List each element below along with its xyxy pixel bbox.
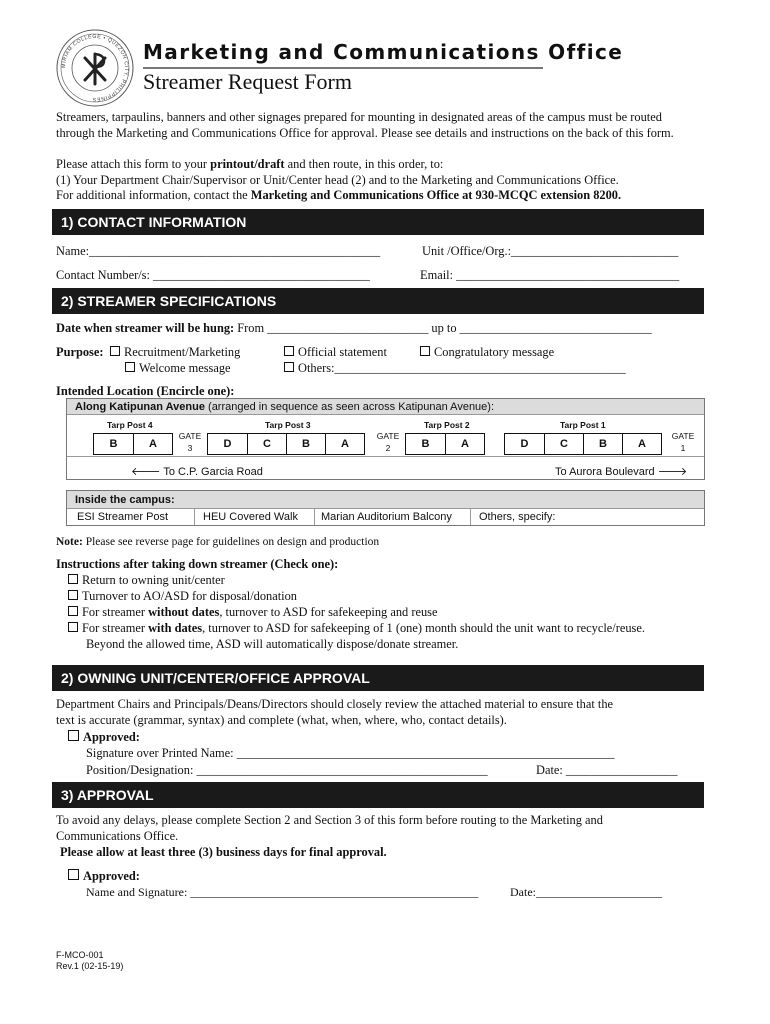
checkbox-icon xyxy=(420,346,430,356)
direction-cp-garcia: 🡐 To C.P. Garcia Road xyxy=(131,466,263,478)
section-approval-heading: 3) APPROVAL xyxy=(52,782,704,808)
hang-date-field[interactable]: Date when streamer will be hung: From __________________________ up to _______________________________ xyxy=(56,321,652,335)
tarp-post-4-label: Tarp Post 4 xyxy=(107,420,153,430)
approval-instruction-1: To avoid any delays, please complete Section 2 and Section 3 of this form before routing to the Marketing and xyxy=(56,813,603,827)
row-divider xyxy=(67,456,704,457)
tarp3-slot-d[interactable]: D xyxy=(207,433,248,455)
college-seal-logo xyxy=(55,28,135,108)
design-note: Note: Please see reverse page for guidelines on design and production xyxy=(56,536,380,548)
instructions-label: Instructions after taking down streamer (Check one): xyxy=(56,557,339,571)
tarp1-slot-c[interactable]: C xyxy=(544,433,584,455)
direction-aurora: To Aurora Boulevard 🡒 xyxy=(555,466,688,478)
purpose-others-checkbox[interactable]: Others:_______________________________________________ xyxy=(284,360,626,376)
attach-instruction: Please attach this form to your printout/draft and then route, in this order, to: xyxy=(56,157,444,171)
loc-esi-streamer-post[interactable]: ESI Streamer Post xyxy=(67,509,195,525)
gate-1[interactable]: GATE 1 xyxy=(671,431,695,453)
section-contact-heading: 1) CONTACT INFORMATION xyxy=(52,209,704,235)
owning-instruction-1: Department Chairs and Principals/Deans/Directors should closely review the attached material to ensure that the xyxy=(56,697,614,711)
checkbox-icon xyxy=(284,362,294,372)
tarp3-slot-b[interactable]: B xyxy=(286,433,326,455)
section-owning-approval-heading: 2) OWNING UNIT/CENTER/OFFICE APPROVAL xyxy=(52,665,704,691)
tarp1-slot-a[interactable]: A xyxy=(622,433,662,455)
checkbox-icon xyxy=(68,590,78,600)
tarp2-slot-a[interactable]: A xyxy=(445,433,485,455)
svg-text:MIRIAM COLLEGE • QUEZON CITY,: MIRIAM COLLEGE • QUEZON CITY, PHILIPPINES xyxy=(60,33,130,103)
final-date-field[interactable]: Date:_____________________ xyxy=(510,885,662,899)
tarp3-slot-c[interactable]: C xyxy=(247,433,287,455)
form-code: F-MCO-001 xyxy=(56,950,104,960)
tarp-post-3-label: Tarp Post 3 xyxy=(265,420,311,430)
routing-order: (1) Your Department Chair/Supervisor or Unit/Center head (2) and to the Marketing and Communications Office. xyxy=(56,173,619,187)
tarp-post-1 xyxy=(504,433,662,455)
location-label: Intended Location (Encircle one): xyxy=(56,384,235,398)
tarp3-slot-a[interactable]: A xyxy=(325,433,365,455)
checkbox-icon xyxy=(68,622,78,632)
contact-info-line: For additional information, contact the Marketing and Communications Office at 930-MCQC extension 8200. xyxy=(56,188,622,202)
form-revision: Rev.1 (02-15-19) xyxy=(56,961,124,971)
instr-disposal-checkbox[interactable]: Turnover to AO/ASD for disposal/donation xyxy=(68,588,297,604)
office-name: Marketing and Communications Office xyxy=(143,40,624,64)
loc-others-specify[interactable]: Others, specify: xyxy=(479,511,556,523)
tarp-post-1-label: Tarp Post 1 xyxy=(560,420,606,430)
owning-date-field[interactable]: Date: __________________ xyxy=(536,763,678,777)
purpose-congrats-checkbox[interactable]: Congratulatory message xyxy=(420,344,554,360)
unit-field[interactable]: Unit /Office/Org.:___________________________ xyxy=(422,244,679,258)
checkbox-icon xyxy=(125,362,135,372)
final-approved-checkbox[interactable]: Approved: xyxy=(68,868,140,884)
checkbox-icon xyxy=(110,346,120,356)
tarp1-slot-b[interactable]: B xyxy=(583,433,623,455)
tarp2-slot-b[interactable]: B xyxy=(405,433,446,455)
inside-campus-box xyxy=(66,490,705,526)
section-specs-heading: 2) STREAMER SPECIFICATIONS xyxy=(52,288,704,314)
signature-printed-name-field[interactable]: Signature over Printed Name: _____________________________________________________________ xyxy=(86,746,615,760)
tarp-post-2-label: Tarp Post 2 xyxy=(424,420,470,430)
checkbox-icon xyxy=(68,574,78,584)
tarp4-slot-a[interactable]: A xyxy=(133,433,173,455)
tarp-post-4 xyxy=(93,433,173,455)
instr-return-checkbox[interactable]: Return to owning unit/center xyxy=(68,572,225,588)
purpose-official-checkbox[interactable]: Official statement xyxy=(284,344,387,360)
intro-line-2: through the Marketing and Communications Office for approval. Please see details and instructions on the back of this form. xyxy=(56,126,674,140)
intro-line-1: Streamers, tarpaulins, banners and other signages prepared for mounting in designated areas of the campus must be routed xyxy=(56,110,662,124)
position-designation-field[interactable]: Position/Designation: _______________________________________________ xyxy=(86,763,488,777)
loc-heu-covered-walk[interactable]: HEU Covered Walk xyxy=(195,509,315,525)
contact-number-field[interactable]: Contact Number/s: ___________________________________ xyxy=(56,268,370,282)
owning-approved-checkbox[interactable]: Approved: xyxy=(68,729,140,745)
approval-timeline: Please allow at least three (3) business days for final approval. xyxy=(60,845,387,859)
checkbox-icon xyxy=(68,730,79,741)
gate-2[interactable]: GATE 2 xyxy=(376,431,400,453)
purpose-recruitment-checkbox[interactable]: Recruitment/Marketing xyxy=(110,344,240,360)
checkbox-icon xyxy=(68,869,79,880)
name-and-signature-field[interactable]: Name and Signature: ________________________________________________ xyxy=(86,885,479,899)
name-field[interactable]: Name:_______________________________________________ xyxy=(56,244,381,258)
approval-instruction-2: Communications Office. xyxy=(56,829,179,843)
purpose-welcome-checkbox[interactable]: Welcome message xyxy=(125,360,231,376)
checkbox-icon xyxy=(284,346,294,356)
inside-campus-heading: Inside the campus: xyxy=(67,491,704,509)
instr-without-dates-checkbox[interactable]: For streamer without dates, turnover to ASD for safekeeping and reuse xyxy=(68,604,437,620)
tarp-post-2 xyxy=(405,433,485,455)
email-field[interactable]: Email: ____________________________________ xyxy=(420,268,680,282)
instr-with-dates-continuation: Beyond the allowed time, ASD will automatically dispose/donate streamer. xyxy=(86,637,459,651)
tarp1-slot-d[interactable]: D xyxy=(504,433,545,455)
katipunan-location-box xyxy=(66,398,705,480)
owning-instruction-2: text is accurate (grammar, syntax) and complete (what, when, where, who, contact details). xyxy=(56,713,507,727)
gate-3[interactable]: GATE 3 xyxy=(178,431,202,453)
form-title: Streamer Request Form xyxy=(143,69,352,94)
instr-with-dates-checkbox[interactable]: For streamer with dates, turnover to ASD for safekeeping of 1 (one) month should the unit want to recycle/reuse. xyxy=(68,620,645,636)
loc-marian-auditorium-balcony[interactable]: Marian Auditorium Balcony xyxy=(315,509,471,525)
tarp-post-3 xyxy=(207,433,365,455)
tarp4-slot-b[interactable]: B xyxy=(93,433,134,455)
purpose-label: Purpose: xyxy=(56,345,104,359)
katipunan-heading: Along Katipunan Avenue (arranged in sequence as seen across Katipunan Avenue): xyxy=(67,399,704,415)
checkbox-icon xyxy=(68,606,78,616)
